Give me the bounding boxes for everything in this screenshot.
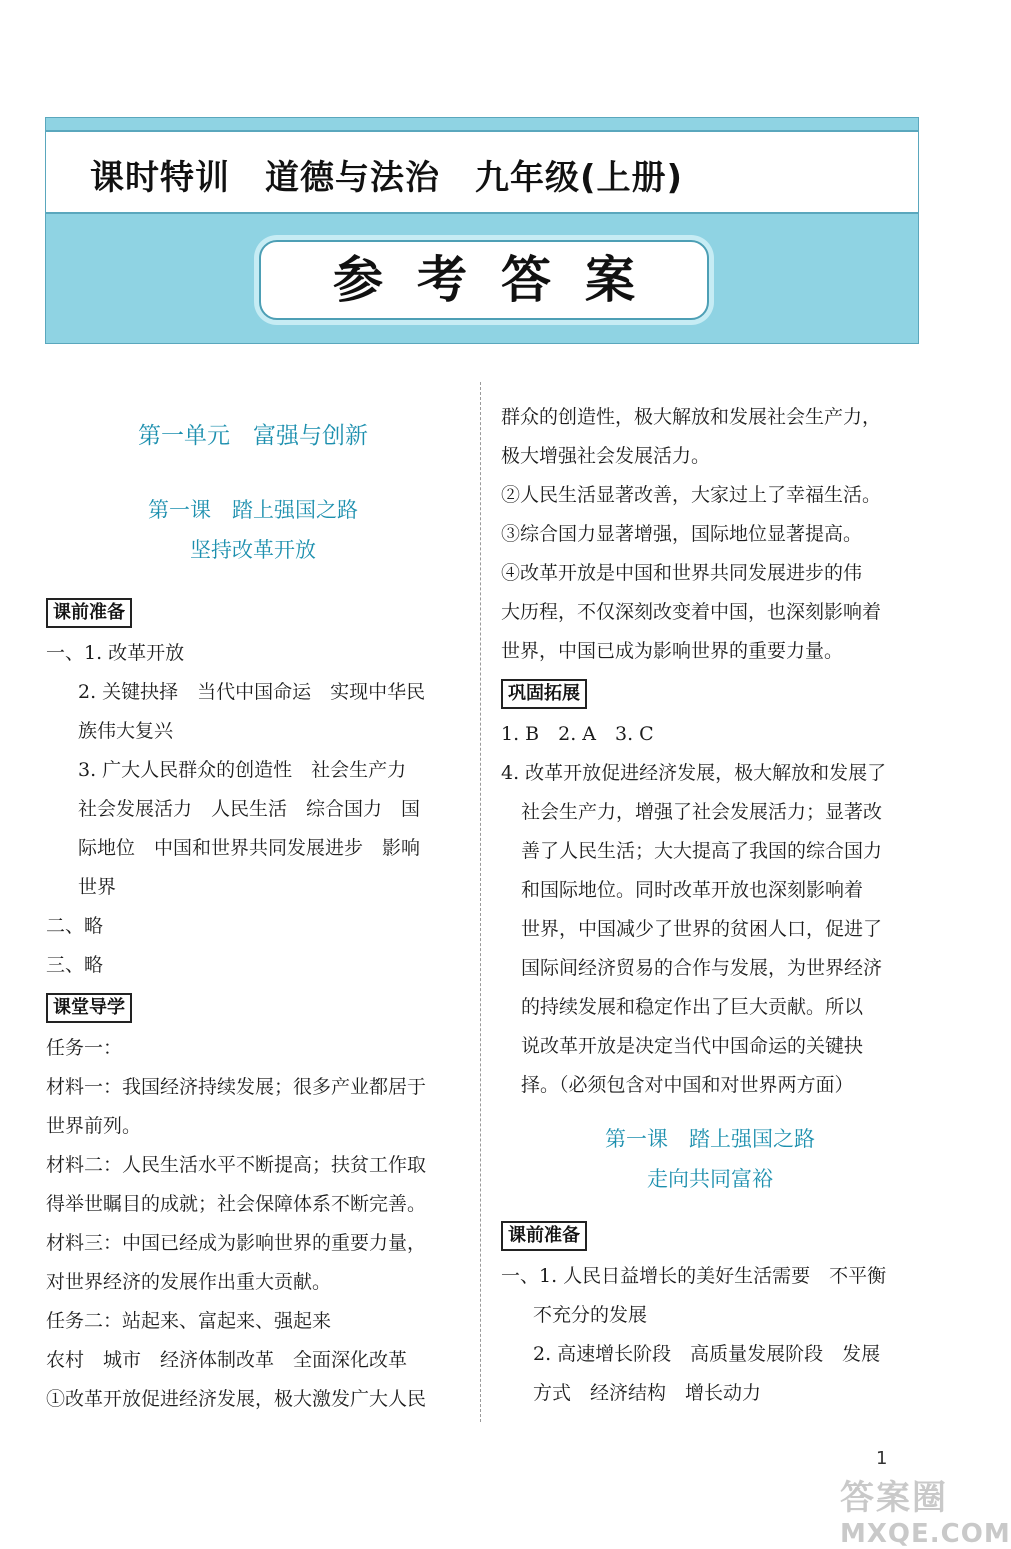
answer-line: 世界，中国减少了世界的贫困人口，促进了: [521, 918, 883, 940]
answer-line: 1. B 2. A 3. C: [501, 723, 654, 745]
answer-line: ①改革开放促进经济发展，极大激发广大人民: [46, 1388, 427, 1410]
answer-line: 世界，中国已成为影响世界的重要力量。: [501, 640, 844, 662]
book-title: 课时特训 道德与法治 九年级(上册): [90, 158, 684, 198]
header-strip: [46, 130, 918, 214]
answer-line: 任务二：站起来、富起来、强起来: [46, 1310, 332, 1332]
answer-line: 一、1. 人民日益增长的美好生活需要 不平衡: [501, 1265, 887, 1287]
answer-line: 国际间经济贸易的合作与发展，为世界经济: [521, 957, 883, 979]
answer-line: 世界前列。: [46, 1115, 142, 1137]
section-label: 课前准备: [46, 598, 132, 628]
answer-line: 社会生产力，增强了社会发展活力；显著改: [521, 801, 883, 823]
answer-line: ②人民生活显著改善，大家过上了幸福生活。: [501, 484, 882, 506]
answer-line: 际地位 中国和世界共同发展进步 影响: [78, 837, 421, 859]
answer-line: 3. 广大人民群众的创造性 社会生产力: [78, 759, 407, 781]
lesson-subtitle: 走向共同富裕: [647, 1167, 773, 1191]
answer-line: 善了人民生活；大大提高了我国的综合国力: [521, 840, 883, 862]
watermark: [840, 1470, 1011, 1549]
answer-label: 参考答案: [333, 251, 669, 309]
answer-line: 的持续发展和稳定作出了巨大贡献。所以: [521, 996, 864, 1018]
lesson-title: 第一课 踏上强国之路: [148, 498, 358, 522]
answer-line: 对世界经济的发展作出重大贡献。: [46, 1271, 332, 1293]
answer-line: 材料一：我国经济持续发展；很多产业都居于: [46, 1076, 427, 1098]
answer-line: 群众的创造性，极大解放和发展社会生产力，: [501, 406, 882, 428]
answer-line: 不充分的发展: [533, 1304, 648, 1326]
answer-line: ④改革开放是中国和世界共同发展进步的伟: [501, 562, 863, 584]
answer-label-box: [259, 240, 709, 320]
answer-line: 任务一：: [46, 1037, 123, 1059]
answer-line: 得举世瞩目的成就；社会保障体系不断完善。: [46, 1193, 427, 1215]
watermark-bottom: MXQE.COM: [840, 1519, 1011, 1549]
section-label: 课前准备: [501, 1221, 587, 1251]
answer-line: 世界: [78, 876, 117, 898]
answer-line: 一、1. 改革开放: [46, 642, 185, 664]
answer-line: 社会发展活力 人民生活 综合国力 国: [78, 798, 421, 820]
answer-line: 农村 城市 经济体制改革 全面深化改革: [46, 1349, 408, 1371]
answer-line: 三、略: [46, 954, 104, 976]
answer-line: 大历程，不仅深刻改变着中国，也深刻影响着: [501, 601, 882, 623]
lesson-title: 第一课 踏上强国之路: [605, 1127, 815, 1151]
answer-line: 2. 高速增长阶段 高质量发展阶段 发展: [533, 1343, 881, 1365]
answer-line: 二、略: [46, 915, 104, 937]
unit-title: 第一单元 富强与创新: [138, 423, 368, 449]
answer-line: 族伟大复兴: [78, 720, 174, 742]
watermark-top: 答案圈: [840, 1478, 948, 1518]
page-number: 1: [876, 1448, 888, 1469]
answer-line: 材料二：人民生活水平不断提高；扶贫工作取: [46, 1154, 427, 1176]
section-label: 课堂导学: [46, 993, 132, 1023]
answer-line: 极大增强社会发展活力。: [501, 445, 711, 467]
section-label: 巩固拓展: [501, 679, 587, 709]
answer-line: 和国际地位。同时改革开放也深刻影响着: [521, 879, 864, 901]
answer-line: 4. 改革开放促进经济发展，极大解放和发展了: [501, 762, 887, 784]
column-divider: [480, 382, 481, 1422]
left-column: [46, 380, 460, 1419]
answer-line: 择。（必须包含对中国和对世界两方面）: [521, 1074, 854, 1096]
answer-line: 方式 经济结构 增长动力: [533, 1382, 762, 1404]
header-banner: [45, 117, 919, 344]
right-column: [501, 398, 919, 1413]
lesson-subtitle: 坚持改革开放: [190, 538, 316, 562]
answer-line: ③综合国力显著增强，国际地位显著提高。: [501, 523, 863, 545]
answer-line: 说改革开放是决定当代中国命运的关键抉: [521, 1035, 864, 1057]
answer-line: 材料三：中国已经成为影响世界的重要力量，: [46, 1232, 427, 1254]
answer-line: 2. 关键抉择 当代中国命运 实现中华民: [78, 681, 426, 703]
